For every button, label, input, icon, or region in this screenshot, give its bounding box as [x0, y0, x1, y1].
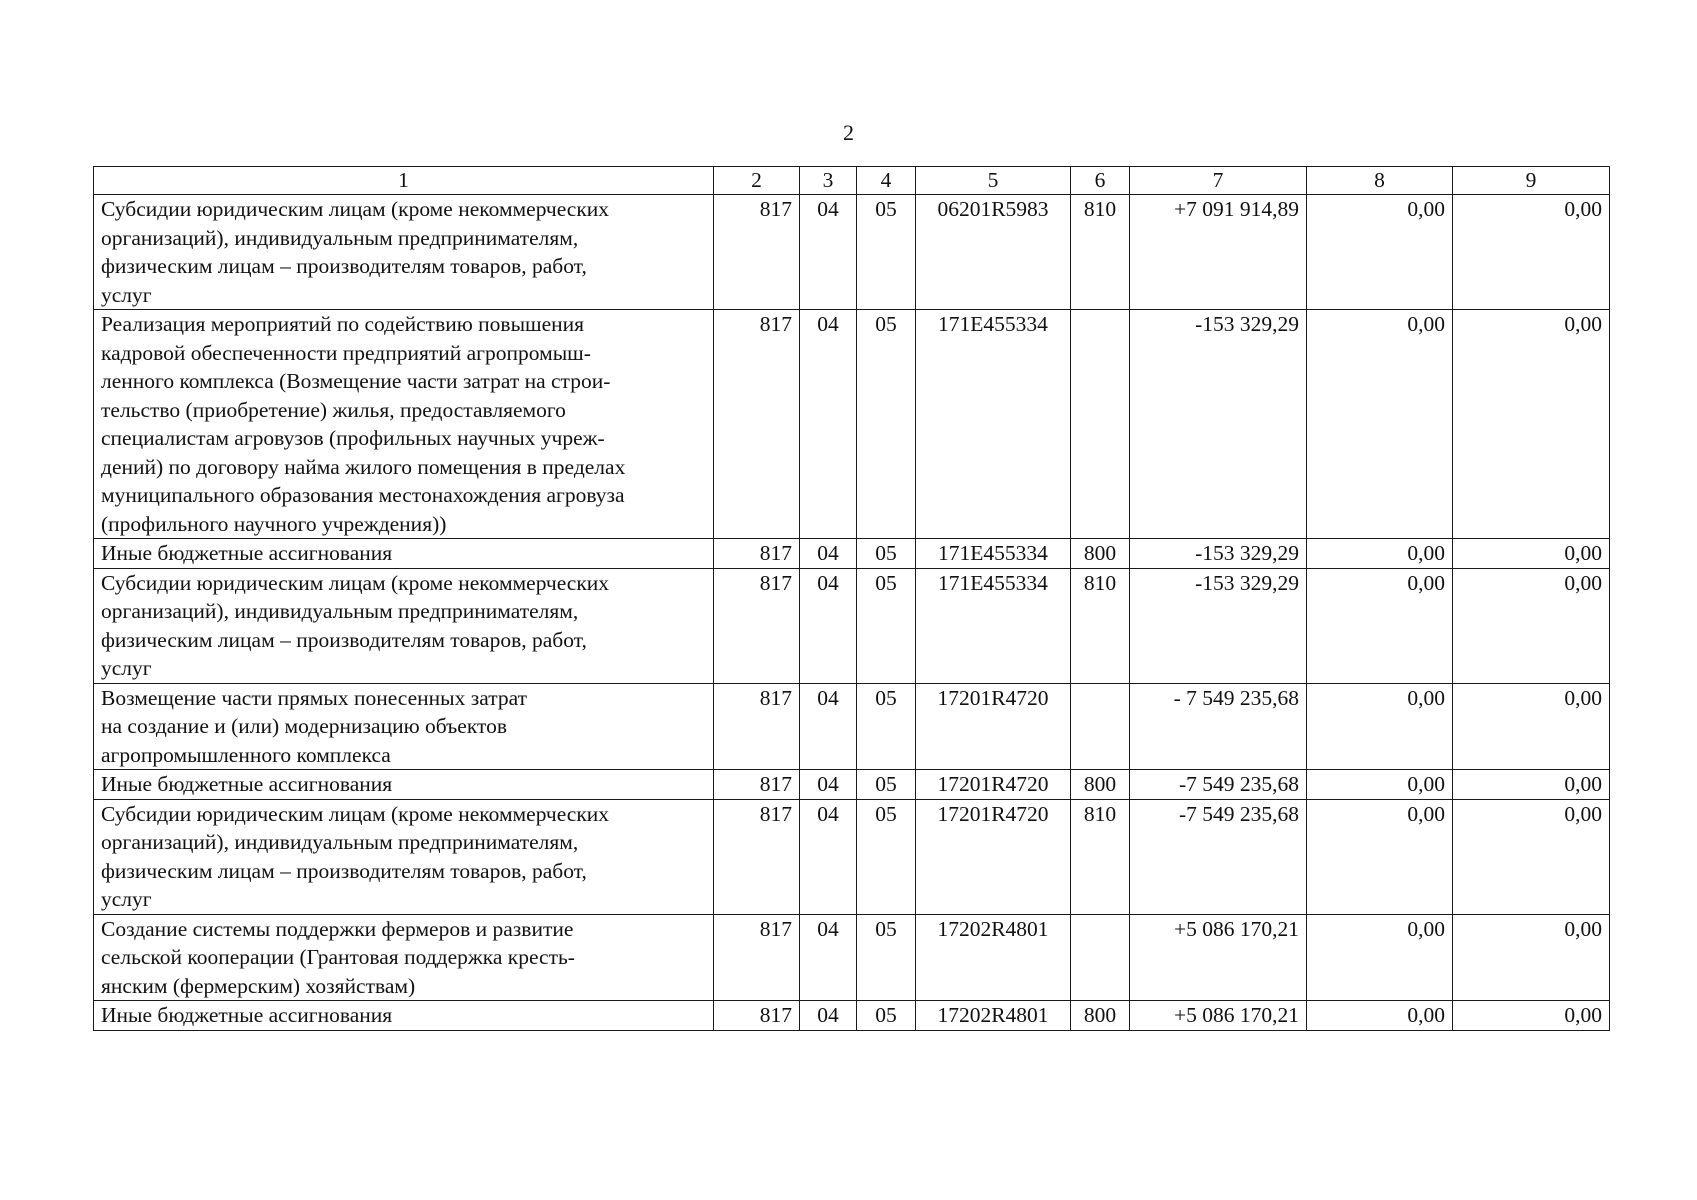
row-col8-cell: 0,00 — [1307, 568, 1453, 683]
row-code-cell: 817 — [714, 195, 800, 310]
row-change-cell: -7 549 235,68 — [1130, 799, 1307, 914]
row-name-cell: Субсидии юридическим лицам (кроме некоммерческих организаций), индивидуальным предпринимателям, физическим лицам – производителям товаров, работ, услуг — [94, 568, 714, 683]
row-change-cell: -7 549 235,68 — [1130, 770, 1307, 800]
table-body — [94, 195, 1610, 1031]
header-col-8: 8 — [1307, 167, 1453, 195]
row-subsection-cell: 05 — [857, 770, 916, 800]
header-col-4: 4 — [857, 167, 916, 195]
table-row — [94, 914, 1610, 1001]
header-col-6: 6 — [1071, 167, 1130, 195]
row-expense-type-cell: 810 — [1071, 568, 1130, 683]
table-row — [94, 310, 1610, 539]
row-change-cell: -153 329,29 — [1130, 539, 1307, 569]
row-col9-cell: 0,00 — [1453, 310, 1610, 539]
row-code-cell: 817 — [714, 568, 800, 683]
row-target-article-cell: 171E455334 — [916, 310, 1071, 539]
row-col9-cell: 0,00 — [1453, 568, 1610, 683]
budget-table — [93, 166, 1610, 1031]
row-subsection-cell: 05 — [857, 195, 916, 310]
row-name-cell: Субсидии юридическим лицам (кроме некоммерческих организаций), индивидуальным предпринимателям, физическим лицам – производителям товаров, работ, услуг — [94, 799, 714, 914]
row-expense-type-cell — [1071, 914, 1130, 1001]
table-header — [94, 167, 1610, 195]
row-subsection-cell: 05 — [857, 914, 916, 1001]
row-section-cell: 04 — [800, 914, 857, 1001]
row-col8-cell: 0,00 — [1307, 799, 1453, 914]
row-col8-cell: 0,00 — [1307, 914, 1453, 1001]
page-number: 2 — [843, 120, 854, 145]
row-code-cell: 817 — [714, 683, 800, 770]
row-code-cell: 817 — [714, 310, 800, 539]
header-col-5: 5 — [916, 167, 1071, 195]
header-col-2: 2 — [714, 167, 800, 195]
row-expense-type-cell: 800 — [1071, 770, 1130, 800]
row-subsection-cell: 05 — [857, 1001, 916, 1031]
header-row — [94, 167, 1610, 195]
row-col9-cell: 0,00 — [1453, 683, 1610, 770]
row-expense-type-cell — [1071, 310, 1130, 539]
row-target-article-cell: 17201R4720 — [916, 683, 1071, 770]
header-col-3: 3 — [800, 167, 857, 195]
row-name-cell: Реализация мероприятий по содействию повышения кадровой обеспеченности предприятий агропромыш- ленного комплекса (Возмещение части затрат на строи- тельство (приобретение) жилья, предоставляемого специалистам агровузов (профильных научных учреж- дений) по договору найма жилого помещения в пределах муниципального образования местонахождения агровуза (профильного научного учреждения)) — [94, 310, 714, 539]
row-change-cell: - 7 549 235,68 — [1130, 683, 1307, 770]
table-row — [94, 568, 1610, 683]
row-target-article-cell: 17201R4720 — [916, 770, 1071, 800]
row-expense-type-cell: 800 — [1071, 539, 1130, 569]
row-target-article-cell: 171E455334 — [916, 539, 1071, 569]
row-col9-cell: 0,00 — [1453, 195, 1610, 310]
table-row — [94, 1001, 1610, 1031]
row-target-article-cell: 17201R4720 — [916, 799, 1071, 914]
table-row — [94, 799, 1610, 914]
row-target-article-cell: 17202R4801 — [916, 1001, 1071, 1031]
row-expense-type-cell — [1071, 683, 1130, 770]
row-col8-cell: 0,00 — [1307, 683, 1453, 770]
row-expense-type-cell: 810 — [1071, 195, 1130, 310]
row-subsection-cell: 05 — [857, 539, 916, 569]
row-col9-cell: 0,00 — [1453, 539, 1610, 569]
row-col9-cell: 0,00 — [1453, 799, 1610, 914]
row-expense-type-cell: 800 — [1071, 1001, 1130, 1031]
row-section-cell: 04 — [800, 770, 857, 800]
row-code-cell: 817 — [714, 914, 800, 1001]
row-change-cell: +5 086 170,21 — [1130, 1001, 1307, 1031]
row-subsection-cell: 05 — [857, 310, 916, 539]
row-section-cell: 04 — [800, 799, 857, 914]
table-row — [94, 683, 1610, 770]
row-target-article-cell: 171E455334 — [916, 568, 1071, 683]
row-subsection-cell: 05 — [857, 799, 916, 914]
row-section-cell: 04 — [800, 195, 857, 310]
row-name-cell: Иные бюджетные ассигнования — [94, 770, 714, 800]
row-expense-type-cell: 810 — [1071, 799, 1130, 914]
row-col8-cell: 0,00 — [1307, 539, 1453, 569]
row-section-cell: 04 — [800, 1001, 857, 1031]
row-section-cell: 04 — [800, 310, 857, 539]
row-code-cell: 817 — [714, 1001, 800, 1031]
row-change-cell: +7 091 914,89 — [1130, 195, 1307, 310]
row-name-cell: Субсидии юридическим лицам (кроме некоммерческих организаций), индивидуальным предпринимателям, физическим лицам – производителям товаров, работ, услуг — [94, 195, 714, 310]
row-name-cell: Возмещение части прямых понесенных затрат на создание и (или) модернизацию объектов агропромышленного комплекса — [94, 683, 714, 770]
row-target-article-cell: 06201R5983 — [916, 195, 1071, 310]
row-col8-cell: 0,00 — [1307, 1001, 1453, 1031]
header-col-1: 1 — [94, 167, 714, 195]
row-col8-cell: 0,00 — [1307, 310, 1453, 539]
row-change-cell: -153 329,29 — [1130, 568, 1307, 683]
row-subsection-cell: 05 — [857, 683, 916, 770]
row-col9-cell: 0,00 — [1453, 770, 1610, 800]
row-section-cell: 04 — [800, 568, 857, 683]
row-col8-cell: 0,00 — [1307, 195, 1453, 310]
row-change-cell: +5 086 170,21 — [1130, 914, 1307, 1001]
row-code-cell: 817 — [714, 770, 800, 800]
row-section-cell: 04 — [800, 683, 857, 770]
header-col-9: 9 — [1453, 167, 1610, 195]
table-row — [94, 195, 1610, 310]
table-row — [94, 770, 1610, 800]
row-change-cell: -153 329,29 — [1130, 310, 1307, 539]
row-col9-cell: 0,00 — [1453, 914, 1610, 1001]
row-name-cell: Создание системы поддержки фермеров и развитие сельской кооперации (Грантовая поддержка кресть- янским (фермерским) хозяйствам) — [94, 914, 714, 1001]
row-name-cell: Иные бюджетные ассигнования — [94, 1001, 714, 1031]
row-section-cell: 04 — [800, 539, 857, 569]
row-code-cell: 817 — [714, 799, 800, 914]
row-subsection-cell: 05 — [857, 568, 916, 683]
row-target-article-cell: 17202R4801 — [916, 914, 1071, 1001]
header-col-7: 7 — [1130, 167, 1307, 195]
row-code-cell: 817 — [714, 539, 800, 569]
row-name-cell: Иные бюджетные ассигнования — [94, 539, 714, 569]
table-row — [94, 539, 1610, 569]
row-col9-cell: 0,00 — [1453, 1001, 1610, 1031]
row-col8-cell: 0,00 — [1307, 770, 1453, 800]
